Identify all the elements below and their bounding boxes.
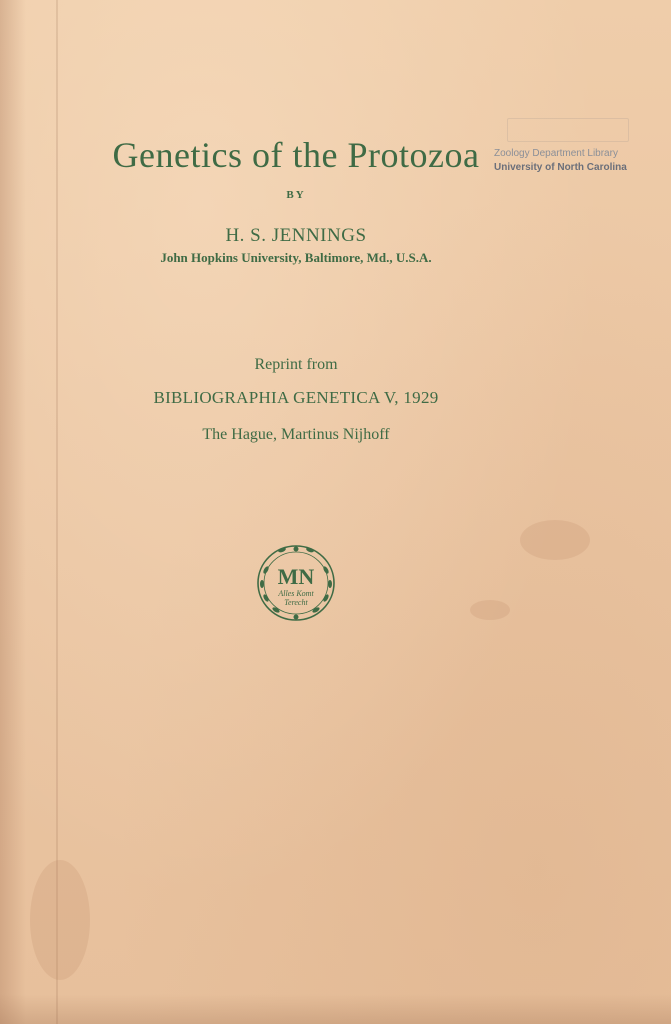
paper-stain bbox=[30, 860, 90, 980]
logo-motto-line1: Alles Komt bbox=[278, 589, 314, 598]
paper-stain bbox=[470, 600, 510, 620]
library-stamp bbox=[494, 147, 654, 175]
publisher-wreath-logo bbox=[252, 540, 340, 626]
author-affiliation: John Hopkins University, Baltimore, Md., U.S.A. bbox=[160, 250, 432, 265]
publisher-line: The Hague, Martinus Nijhoff bbox=[202, 426, 390, 443]
logo-monogram: MN bbox=[277, 564, 315, 589]
logo-motto-line2: Terecht bbox=[284, 598, 308, 607]
library-stamp-department: Zoology Department Library bbox=[494, 148, 618, 159]
cover-bottom-edge-shadow bbox=[0, 994, 671, 1024]
byline-label: BY bbox=[286, 189, 306, 201]
reprint-label: Reprint from bbox=[254, 356, 338, 373]
paper-stain bbox=[520, 520, 590, 560]
faded-stamp-mark bbox=[507, 118, 629, 142]
book-title: Genetics of the Protozoa bbox=[112, 135, 480, 175]
author-name: H. S. JENNINGS bbox=[225, 225, 367, 246]
journal-citation: BIBLIOGRAPHIA GENETICA V, 1929 bbox=[153, 388, 439, 407]
library-stamp-university: University of North Carolina bbox=[494, 162, 627, 173]
